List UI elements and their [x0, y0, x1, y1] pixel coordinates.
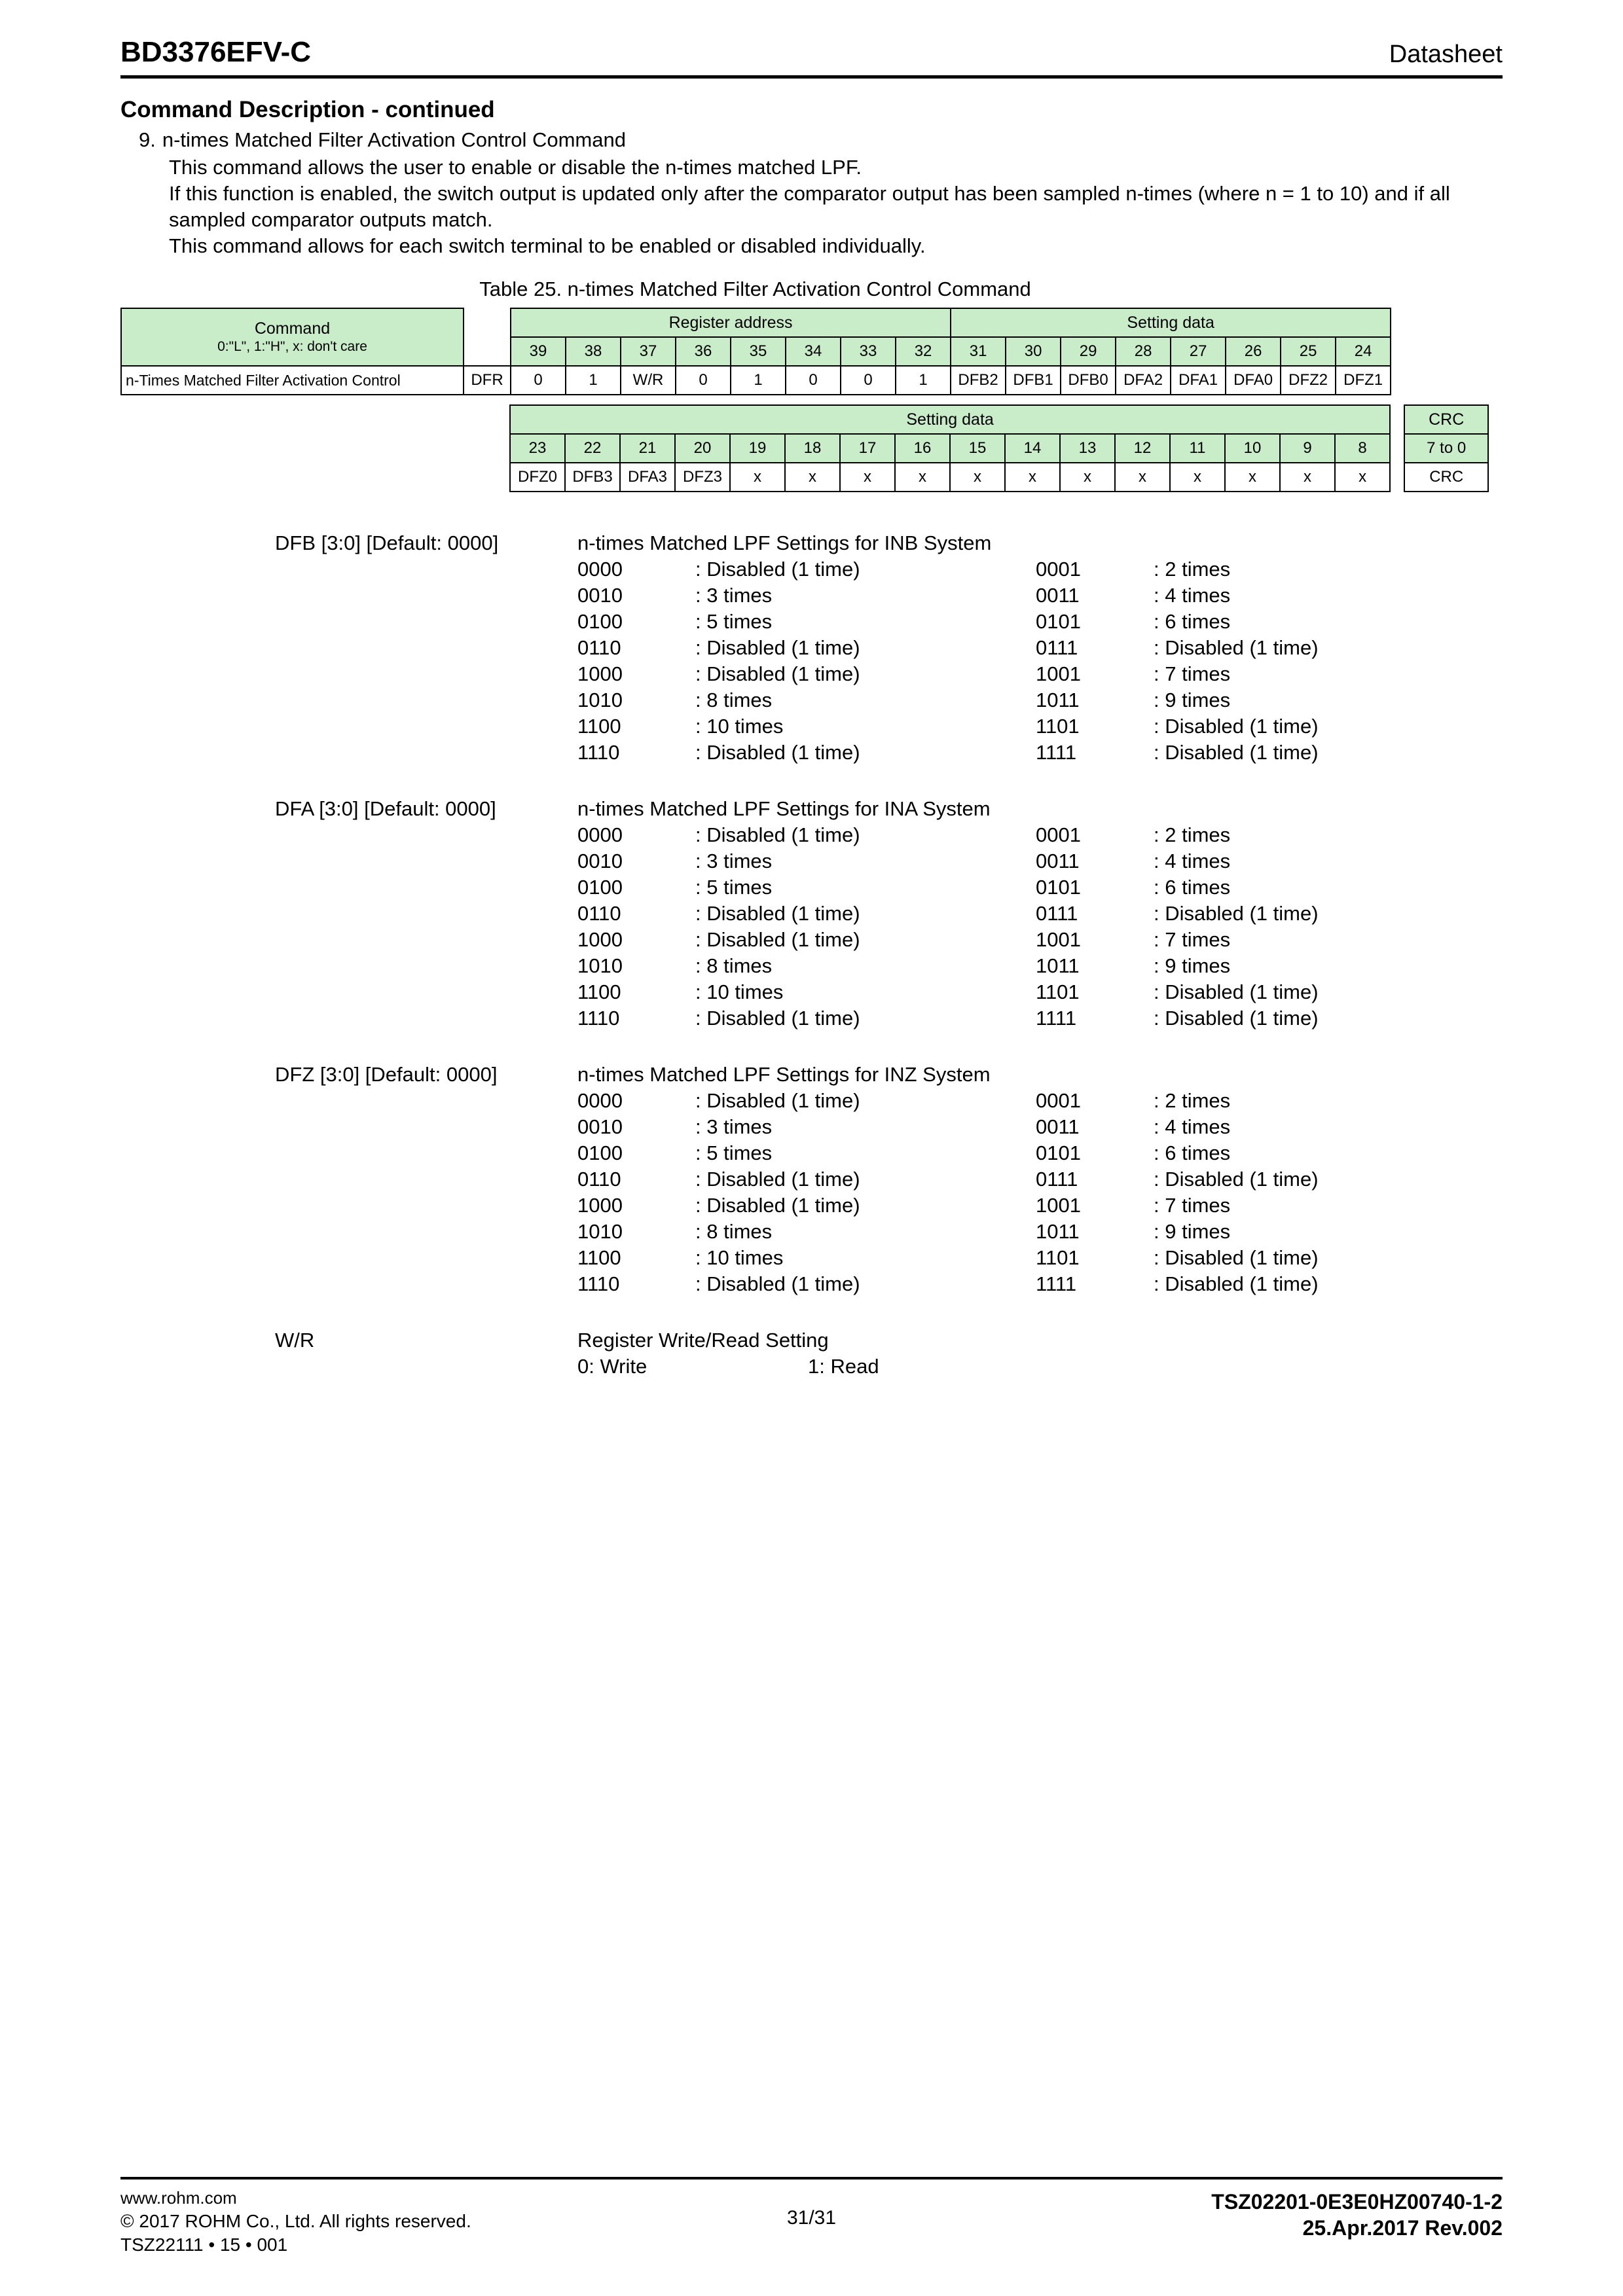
definition-options — [577, 822, 1503, 1031]
definition-body — [577, 1062, 1503, 1297]
command-header-cell — [121, 308, 464, 366]
footer-left — [120, 2186, 746, 2257]
setting-data-header: Setting data — [951, 308, 1391, 337]
option-code: 0100 — [577, 610, 623, 633]
bit-number-cell: 36 — [676, 337, 731, 366]
option-code: 0111 — [1036, 1168, 1078, 1191]
crc-bit-range-cell: 7 to 0 — [1404, 434, 1488, 463]
footer-copyright: © 2017 ROHM Co., Ltd. All rights reserved. — [120, 2211, 471, 2231]
option-description: : 6 times — [1154, 1141, 1231, 1164]
item-title: n-times Matched Filter Activation Control Command — [162, 128, 626, 151]
bit-number-cell: 17 — [840, 434, 895, 463]
option-description: : 3 times — [695, 584, 773, 607]
definition-block — [120, 1062, 1503, 1297]
option-description: : 7 times — [1154, 1194, 1231, 1217]
option-description: : 5 times — [695, 1141, 773, 1164]
definition-title: Register Write/Read Setting — [577, 1329, 829, 1352]
bit-number-cell: 26 — [1226, 337, 1281, 366]
option-description: : Disabled (1 time) — [695, 928, 860, 951]
option-code: 1011 — [1036, 689, 1080, 711]
section-title: Command Description - continued — [120, 97, 495, 122]
bit-value-cell: x — [785, 463, 840, 492]
item-number: 9. — [139, 128, 156, 151]
bit-number-cell: 28 — [1116, 337, 1171, 366]
option-code: 0111 — [1036, 636, 1078, 659]
option-code: 0000 — [577, 558, 623, 581]
bit-value-cell: 0 — [786, 366, 841, 395]
option-description: : 6 times — [1154, 610, 1231, 633]
option-code: 0001 — [1036, 558, 1081, 581]
option-description: : 7 times — [1154, 928, 1231, 951]
bit-value-cell: DFA1 — [1171, 366, 1226, 395]
command-header-title: Command — [254, 319, 331, 338]
bit-value-cell: DFZ3 — [675, 463, 730, 492]
option-description: : Disabled (1 time) — [695, 636, 860, 659]
definition-block — [120, 530, 1503, 766]
bit-number-cell: 38 — [566, 337, 621, 366]
bit-value-cell: x — [1170, 463, 1225, 492]
option-description: : 5 times — [695, 876, 773, 899]
option-description: : 8 times — [695, 1220, 773, 1243]
option-code: 0000 — [577, 823, 623, 846]
bit-value-cell: 0 — [511, 366, 566, 395]
option-description: : 10 times — [695, 980, 784, 1003]
bit-number-cell: 30 — [1006, 337, 1061, 366]
crc-value-cell: CRC — [1404, 463, 1488, 492]
command-table-lower — [509, 404, 1489, 492]
option-code: 1100 — [577, 980, 621, 1003]
bit-number-cell: 22 — [565, 434, 620, 463]
definition-options — [577, 556, 1503, 766]
option-code: 1110 — [577, 741, 620, 764]
option-code: 0101 — [1036, 610, 1081, 633]
bit-number-cell: 20 — [675, 434, 730, 463]
footer-doc-number: TSZ02201-0E3E0HZ00740-1-2 — [1211, 2190, 1503, 2214]
bit-number-cell: 39 — [511, 337, 566, 366]
definitions — [120, 530, 1503, 1297]
option-code: 1101 — [1036, 1246, 1080, 1269]
bit-value-cell: x — [895, 463, 950, 492]
option-description: : 3 times — [695, 850, 773, 872]
definition-body — [577, 1327, 1503, 1380]
option-description: : 8 times — [695, 954, 773, 977]
bit-value-cell: x — [1060, 463, 1115, 492]
spacer-cell — [464, 308, 511, 366]
bit-value-cell: x — [1335, 463, 1390, 492]
option-description: : 6 times — [1154, 876, 1231, 899]
option-code: 0110 — [577, 1168, 621, 1191]
definition-term: W/R — [275, 1329, 315, 1352]
bit-number-cell: 9 — [1280, 434, 1335, 463]
option-description: : 10 times — [695, 715, 784, 738]
option-code: 1100 — [577, 715, 621, 738]
option-code: 1111 — [1036, 1272, 1077, 1295]
option-code: 0110 — [577, 902, 621, 925]
option-description: : 9 times — [1154, 954, 1231, 977]
command-table-upper — [120, 308, 1391, 395]
option-description: : Disabled (1 time) — [1154, 715, 1319, 738]
option-description: : 7 times — [1154, 662, 1231, 685]
command-header-note: 0:"L", 1:"H", x: don't care — [217, 339, 367, 354]
register-address-header: Register address — [511, 308, 951, 337]
item-paragraphs — [169, 154, 1503, 259]
bit-value-cell: DFB0 — [1061, 366, 1116, 395]
option-description: : Disabled (1 time) — [1154, 636, 1319, 659]
option-description: : 3 times — [695, 1115, 773, 1138]
bit-number-cell: 10 — [1225, 434, 1280, 463]
option-code: 1000 — [577, 928, 623, 951]
option-description: : Disabled (1 time) — [695, 1272, 860, 1295]
option-description: : Disabled (1 time) — [695, 1089, 860, 1112]
bit-value-cell: DFZ2 — [1281, 366, 1336, 395]
option-description: : Disabled (1 time) — [1154, 1007, 1319, 1030]
bit-value-cell: x — [840, 463, 895, 492]
option-code: 1111 — [1036, 1007, 1077, 1030]
paragraph: If this function is enabled, the switch output is updated only after the comparator output has been sampled n-times (where n = 1 to 10) and if all sampled comparator outputs match. — [169, 182, 1450, 231]
bit-number-cell: 29 — [1061, 337, 1116, 366]
wr-write-option: 0: Write — [577, 1355, 647, 1378]
page-footer — [120, 2177, 1503, 2257]
option-description: : 5 times — [695, 610, 773, 633]
option-description: : Disabled (1 time) — [1154, 902, 1319, 925]
bit-number-cell: 33 — [841, 337, 896, 366]
definition-block — [120, 796, 1503, 1031]
definition-title: n-times Matched LPF Settings for INA System — [577, 797, 991, 820]
option-description: : 4 times — [1154, 1115, 1231, 1138]
option-code: 1010 — [577, 1220, 623, 1243]
crc-header: CRC — [1404, 405, 1488, 434]
footer-right — [877, 2189, 1503, 2241]
option-description: : 9 times — [1154, 689, 1231, 711]
option-code: 1001 — [1036, 928, 1081, 951]
bit-value-cell: x — [1115, 463, 1170, 492]
option-code: 1001 — [1036, 662, 1081, 685]
option-code: 0110 — [577, 636, 621, 659]
option-code: 0101 — [1036, 876, 1081, 899]
bit-number-cell: 21 — [620, 434, 675, 463]
option-description: : 10 times — [695, 1246, 784, 1269]
option-code: 0100 — [577, 876, 623, 899]
option-code: 0101 — [1036, 1141, 1081, 1164]
option-code: 1010 — [577, 689, 623, 711]
option-description: : Disabled (1 time) — [695, 1007, 860, 1030]
bit-value-cell: 0 — [676, 366, 731, 395]
option-description: : 8 times — [695, 689, 773, 711]
definition-title: n-times Matched LPF Settings for INB System — [577, 531, 992, 554]
bit-value-cell: DFA3 — [620, 463, 675, 492]
spacer-cell — [1390, 405, 1404, 492]
bit-number-cell: 15 — [950, 434, 1005, 463]
option-code: 1101 — [1036, 980, 1080, 1003]
option-code: 0001 — [1036, 823, 1081, 846]
option-code: 1000 — [577, 662, 623, 685]
doc-type-label: Datasheet — [1389, 41, 1503, 68]
bit-value-cell: 1 — [896, 366, 951, 395]
option-description: : Disabled (1 time) — [1154, 1272, 1319, 1295]
bit-value-cell: DFB1 — [1006, 366, 1061, 395]
definition-term: DFA [3:0] [Default: 0000] — [275, 797, 496, 820]
option-description: : 4 times — [1154, 850, 1231, 872]
wr-read-option: 1: Read — [808, 1355, 879, 1378]
command-value-row — [510, 463, 1488, 492]
table-caption: Table 25. n-times Matched Filter Activation Control Command — [479, 278, 1031, 300]
dfr-cell: DFR — [464, 366, 511, 395]
bit-number-cell: 37 — [621, 337, 676, 366]
footer-revision: 25.Apr.2017 Rev.002 — [1302, 2216, 1503, 2240]
option-code: 0010 — [577, 850, 623, 872]
option-description: : Disabled (1 time) — [695, 558, 860, 581]
bit-number-cell: 16 — [895, 434, 950, 463]
option-description: : Disabled (1 time) — [695, 902, 860, 925]
bit-number-cell: 32 — [896, 337, 951, 366]
command-name-cell: n-Times Matched Filter Activation Control — [121, 366, 464, 395]
bit-value-cell: DFB3 — [565, 463, 620, 492]
part-number: BD3376EFV-C — [120, 36, 312, 68]
bit-value-cell: DFB2 — [951, 366, 1006, 395]
option-code: 0001 — [1036, 1089, 1081, 1112]
option-code: 0010 — [577, 584, 623, 607]
definition-term: DFZ [3:0] [Default: 0000] — [275, 1063, 498, 1086]
item-heading — [139, 128, 1503, 152]
bit-number-cell: 13 — [1060, 434, 1115, 463]
bit-value-cell: 0 — [841, 366, 896, 395]
option-code: 1010 — [577, 954, 623, 977]
setting-data-header: Setting data — [510, 405, 1390, 434]
definition-term: DFB [3:0] [Default: 0000] — [275, 531, 499, 554]
bit-value-cell: 1 — [566, 366, 621, 395]
option-description: : 2 times — [1154, 823, 1231, 846]
paragraph: This command allows the user to enable or disable the n-times matched LPF. — [169, 156, 862, 179]
footer-url: www.rohm.com — [120, 2188, 237, 2208]
option-code: 1111 — [1036, 741, 1077, 764]
bit-value-cell: x — [1005, 463, 1060, 492]
option-description: : 4 times — [1154, 584, 1231, 607]
bit-value-cell: W/R — [621, 366, 676, 395]
bit-number-cell: 35 — [731, 337, 786, 366]
command-value-row — [121, 366, 1391, 395]
option-code: 0100 — [577, 1141, 623, 1164]
option-description: : Disabled (1 time) — [1154, 980, 1319, 1003]
option-code: 0011 — [1036, 584, 1080, 607]
bit-number-cell: 18 — [785, 434, 840, 463]
bit-value-cell: x — [950, 463, 1005, 492]
option-code: 1110 — [577, 1007, 620, 1030]
option-description: : Disabled (1 time) — [1154, 741, 1319, 764]
option-description: : 9 times — [1154, 1220, 1231, 1243]
option-description: : Disabled (1 time) — [695, 1168, 860, 1191]
definition-body — [577, 530, 1503, 766]
option-code: 0010 — [577, 1115, 623, 1138]
option-description: : Disabled (1 time) — [1154, 1246, 1319, 1269]
bit-value-cell: DFA0 — [1226, 366, 1281, 395]
bit-value-cell: x — [1225, 463, 1280, 492]
option-code: 1101 — [1036, 715, 1080, 738]
bit-value-cell: DFA2 — [1116, 366, 1171, 395]
bit-value-cell: DFZ0 — [510, 463, 565, 492]
page-number: 31/31 — [786, 2207, 837, 2229]
option-description: : Disabled (1 time) — [695, 1194, 860, 1217]
bit-number-cell: 25 — [1281, 337, 1336, 366]
option-code: 1001 — [1036, 1194, 1081, 1217]
option-description: : 2 times — [1154, 558, 1231, 581]
option-description: : 2 times — [1154, 1089, 1231, 1112]
bit-value-cell: x — [730, 463, 785, 492]
page-header — [120, 36, 1503, 79]
option-code: 1100 — [577, 1246, 621, 1269]
bit-value-cell: DFZ1 — [1336, 366, 1391, 395]
option-code: 1011 — [1036, 1220, 1080, 1243]
bit-value-cell: 1 — [731, 366, 786, 395]
bit-number-cell: 14 — [1005, 434, 1060, 463]
option-code: 1000 — [577, 1194, 623, 1217]
option-description: : Disabled (1 time) — [695, 662, 860, 685]
option-code: 0011 — [1036, 850, 1080, 872]
wr-definition — [120, 1327, 1503, 1380]
bit-number-cell: 12 — [1115, 434, 1170, 463]
option-description: : Disabled (1 time) — [695, 823, 860, 846]
footer-code: TSZ22111 • 15 • 001 — [120, 2234, 288, 2255]
bit-number-cell: 11 — [1170, 434, 1225, 463]
bit-value-cell: x — [1280, 463, 1335, 492]
definition-body — [577, 796, 1503, 1031]
bit-number-cell: 8 — [1335, 434, 1390, 463]
option-code: 0111 — [1036, 902, 1078, 925]
option-code: 1110 — [577, 1272, 620, 1295]
bit-number-cell: 27 — [1171, 337, 1226, 366]
bit-number-cell: 24 — [1336, 337, 1391, 366]
paragraph: This command allows for each switch terminal to be enabled or disabled individually. — [169, 234, 926, 257]
option-description: : Disabled (1 time) — [1154, 1168, 1319, 1191]
option-code: 1011 — [1036, 954, 1080, 977]
bit-number-row — [510, 434, 1488, 463]
option-description: : Disabled (1 time) — [695, 741, 860, 764]
bit-number-cell: 31 — [951, 337, 1006, 366]
definition-options — [577, 1088, 1503, 1297]
option-code: 0000 — [577, 1089, 623, 1112]
bit-number-cell: 23 — [510, 434, 565, 463]
wr-options — [577, 1354, 1503, 1380]
definition-title: n-times Matched LPF Settings for INZ System — [577, 1063, 991, 1086]
bit-number-cell: 34 — [786, 337, 841, 366]
option-code: 0011 — [1036, 1115, 1080, 1138]
bit-number-cell: 19 — [730, 434, 785, 463]
